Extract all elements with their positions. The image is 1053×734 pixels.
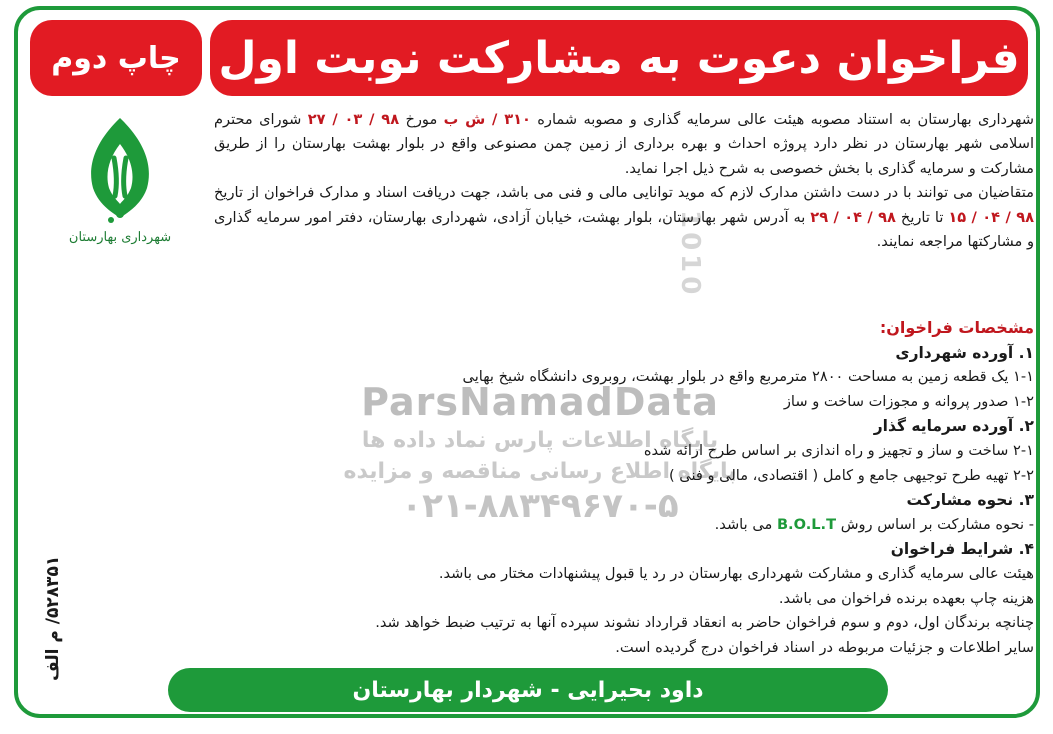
title-text: فراخوان دعوت به مشارکت نوبت اول — [218, 32, 1020, 84]
watermark-fa2: پایگاه اطلاع رسانی مناقصه و مزایده — [343, 459, 737, 484]
intro-p1-c: شورای محترم اسلامی شهر بهارستان در نظر دارد پروژه احداث و بهره برداری از زمین چمن مصنوعی واقع در بلوار بهشت بهارستان را از طریق مشارکت و سرمایه گذاری با بخش خصوصی به شرح ذیل اجرا نماید. — [214, 111, 1034, 177]
intro-p1-a: شهرداری بهارستان به استناد مصوبه هیئت عالی سرمایه گذاری و مصوبه شماره — [537, 111, 1035, 128]
section-4-item-3: چنانچه برندگان اول، دوم و سوم فراخوان حاضر به انعقاد قرارداد نشوند سپرده آنها به ترتیب ضبط خواهد شد. — [375, 614, 1034, 632]
section-3-heading: ۳. نحوه مشارکت — [906, 491, 1034, 510]
intro-paragraph-1 — [214, 108, 1034, 181]
intro-p2-a: متقاضیان می توانند با در دست داشتن مدارک لازم که موید توانایی مالی و فنی می باشد، جهت دریافت اسناد و مدارک فراخوان از تاریخ — [214, 184, 1034, 202]
ad-code: ۵۲۸۳۵۱/ م الف — [43, 555, 63, 681]
resolution-date: ۹۸ / ۰۳ / ۲۷ — [307, 111, 400, 128]
section-3-item — [200, 513, 1034, 538]
section-3-text-a: - نحوه مشارکت بر اساس روش — [840, 515, 1034, 533]
section-4-heading: ۴. شرایط فراخوان — [890, 540, 1034, 559]
print-badge-label: چاپ دوم — [51, 40, 181, 76]
section-2-heading: ۲. آورده سرمایه گذار — [873, 417, 1034, 436]
intro-p1-b: مورخ — [405, 111, 438, 128]
intro-paragraph-2 — [214, 181, 1034, 254]
specs-title: مشخصات فراخوان: — [879, 318, 1034, 337]
footer-text: داود بحیرایی - شهردار بهارستان — [352, 677, 704, 703]
date-from: ۹۸ / ۰۴ / ۱۵ — [948, 208, 1035, 226]
municipality-logo — [40, 114, 200, 262]
resolution-number: ۳۱۰ / ش ب — [443, 111, 531, 128]
intro-section — [214, 108, 1034, 254]
section-4-item-4: سایر اطلاعات و جزئیات مربوطه در اسناد فراخوان درج گردیده است. — [615, 638, 1034, 656]
section-1-item-2: ۱-۲ صدور پروانه و مجوزات ساخت و ساز — [783, 392, 1034, 410]
section-3-text-b: می باشد. — [714, 515, 773, 533]
date-to: ۹۸ / ۰۴ / ۲۹ — [810, 208, 896, 226]
leaf-logo-icon — [65, 114, 175, 226]
watermark-vertical-text: 1010 — [675, 210, 705, 299]
logo-caption: شهرداری بهارستان — [68, 230, 172, 245]
section-2-item-2: ۲-۲ تهیه طرح توجیهی جامع و کامل ( اقتصادی، مالی و فنی ) — [668, 466, 1034, 484]
section-1-item-1: ۱-۱ یک قطعه زمین به مساحت ۲۸۰۰ مترمربع واقع در بلوار بهشت، روبروی دانشگاه شیخ بهایی — [462, 368, 1034, 386]
page-title — [210, 20, 1028, 96]
intro-p2-b: تا تاریخ — [900, 208, 944, 226]
section-2-item-1: ۲-۱ ساخت و ساز و تجهیز و راه اندازی بر اساس طرح ارائه شده — [643, 441, 1034, 459]
bolt-method: B.O.L.T — [776, 515, 837, 533]
print-badge — [30, 20, 202, 96]
section-4-item-2: هزینه چاپ بعهده برنده فراخوان می باشد. — [778, 589, 1034, 607]
watermark-phone: ۰۲۱-۸۸۳۴۹۶۷۰-۵ — [401, 486, 679, 526]
section-1-heading: ۱. آورده شهرداری — [895, 343, 1034, 362]
footer-signature — [168, 668, 888, 712]
watermark-fa1: پایگاه اطلاعات پارس نماد داده ها — [361, 428, 719, 453]
intro-p2-c: به آدرس شهر بهارستان، بلوار بهشت، خیابان آزادی، شهرداری بهارستان، دفتر امور سرمایه گذاری و مشارکتها مراجعه نمایند. — [214, 208, 1034, 251]
watermark-en: ParsNamadData — [361, 380, 719, 424]
section-4-item-1: هیئت عالی سرمایه گذاری و مشارکت شهرداری بهارستان در رد یا قبول پیشنهادات مختار می باشد. — [438, 564, 1034, 582]
specs-section — [200, 316, 1034, 660]
